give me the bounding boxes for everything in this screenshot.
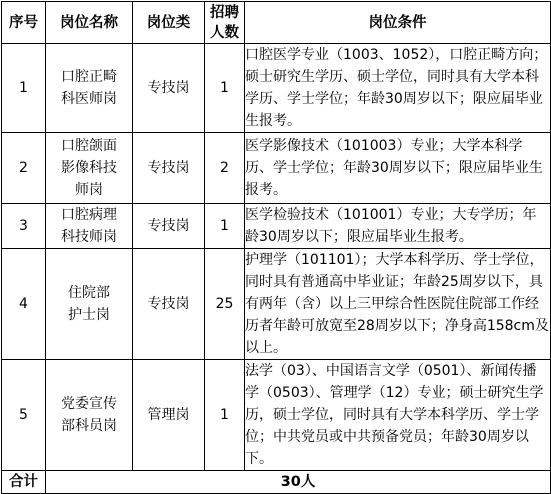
row-category: 专技岗 — [133, 204, 205, 249]
total-label: 合计 — [2, 471, 46, 494]
recruitment-table — [1, 1, 551, 494]
conditions-text: 护理学（101101）；大学本科学历、学士学位，同时具有普通高中毕业证；年龄25周岁以下，具有两年（含）以上三甲综合性医院住院部工作经历者年龄可放宽至28周岁以下；净身高158cm及以上。 — [245, 252, 549, 356]
position-name-text: 口腔颌面影像科技师岗 — [61, 138, 117, 198]
position-name-text: 口腔病理科技师岗 — [61, 207, 117, 245]
row-conditions — [245, 133, 551, 204]
row-category: 管理岗 — [133, 360, 205, 471]
conditions-text: 口腔医学专业（1003、1052），口腔正畸方向；硕士研究生学历、硕士学位，同时具有大学本科学历、学士学位；年龄30周岁以下；限应届毕业生报考。 — [245, 47, 548, 129]
row-count: 1 — [205, 204, 245, 249]
header-index: 序号 — [2, 2, 46, 44]
header-position-name: 岗位名称 — [46, 2, 133, 44]
row-position-name — [46, 249, 133, 360]
row-count: 25 — [205, 249, 245, 360]
table-row — [2, 204, 551, 249]
position-name-text: 口腔正畸科医师岗 — [61, 69, 117, 107]
header-category: 岗位类 — [133, 2, 205, 44]
header-recruit-count — [205, 2, 245, 44]
recruitment-page — [1, 1, 550, 492]
row-index: 4 — [2, 249, 46, 360]
header-conditions: 岗位条件 — [245, 2, 551, 44]
row-count: 1 — [205, 44, 245, 133]
total-row — [2, 471, 551, 494]
row-position-name — [46, 204, 133, 249]
row-count: 2 — [205, 133, 245, 204]
table-row — [2, 133, 551, 204]
table-row — [2, 360, 551, 471]
table-row — [2, 44, 551, 133]
row-conditions — [245, 44, 551, 133]
row-position-name — [46, 44, 133, 133]
row-conditions — [245, 249, 551, 360]
table-row — [2, 249, 551, 360]
position-name-text: 住院部护士岗 — [68, 285, 110, 323]
row-count: 1 — [205, 360, 245, 471]
header-recruit-count-text: 招聘人数 — [210, 4, 239, 41]
conditions-text: 法学（03）、中国语言文学（0501）、新闻传播学（0503）、管理学（12）专业；硕士研究生学历，硕士学位，同时具有大学本科学历、学士学位；中共党员或中共预备党员；年龄30周岁以下。 — [245, 363, 544, 467]
row-category: 专技岗 — [133, 133, 205, 204]
row-position-name — [46, 360, 133, 471]
conditions-text: 医学检验技术（101001）专业；大专学历；年龄30周岁以下；限应届毕业生报考。 — [245, 207, 537, 245]
conditions-text: 医学影像技术（101003）专业；大学本科学历、学士学位；年龄30周岁以下；限应届毕业生报考。 — [245, 138, 543, 198]
row-conditions — [245, 360, 551, 471]
total-value: 30人 — [46, 471, 551, 494]
row-conditions — [245, 204, 551, 249]
row-index: 2 — [2, 133, 46, 204]
row-position-name — [46, 133, 133, 204]
table-header-row — [2, 2, 551, 44]
row-index: 3 — [2, 204, 46, 249]
row-category: 专技岗 — [133, 249, 205, 360]
row-index: 1 — [2, 44, 46, 133]
row-category: 专技岗 — [133, 44, 205, 133]
row-index: 5 — [2, 360, 46, 471]
position-name-text: 党委宣传部科员岗 — [61, 396, 117, 434]
